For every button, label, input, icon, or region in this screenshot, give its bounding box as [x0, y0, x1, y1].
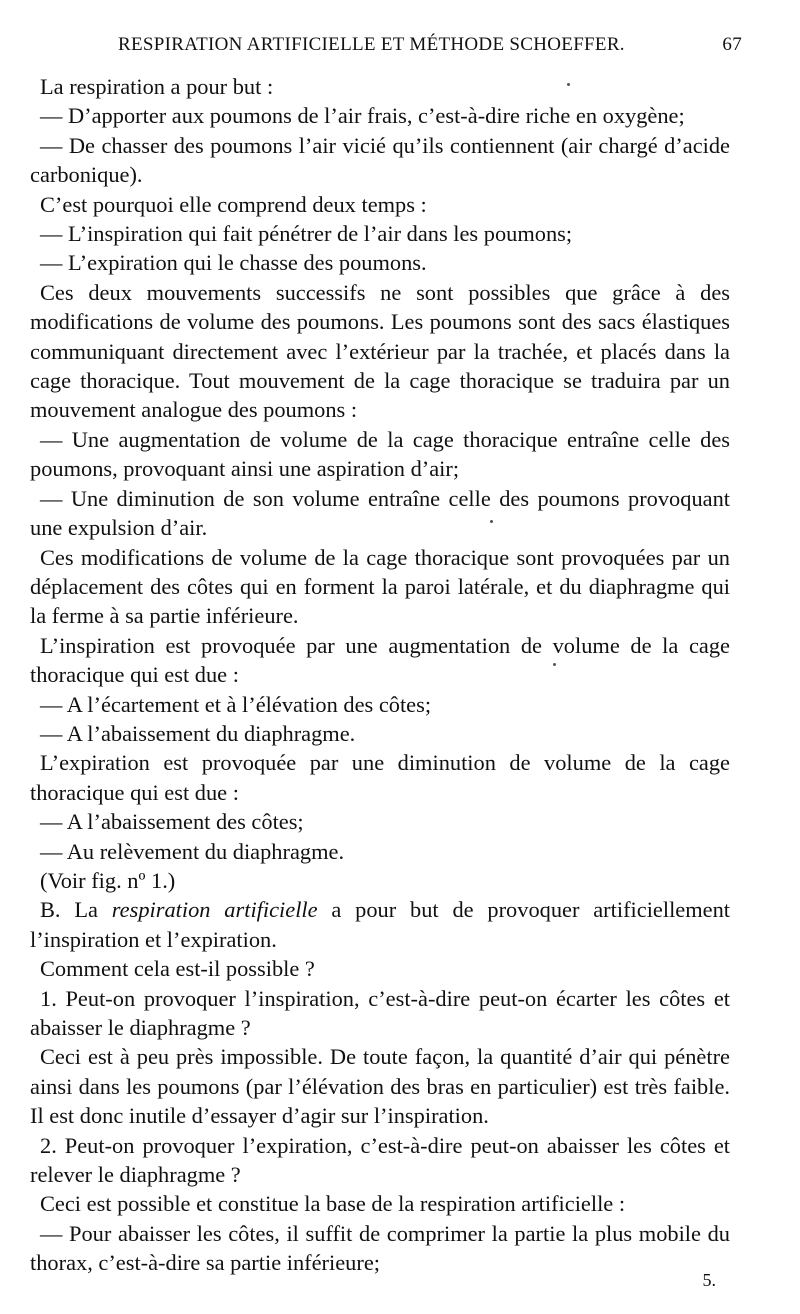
paragraph: — A l’abaissement du diaphragme. — [40, 720, 356, 746]
paragraph: — L’expiration qui le chasse des poumons. — [40, 250, 427, 276]
paragraph: Ceci est possible et constitue la base de la respiration artificielle : — [40, 1191, 626, 1217]
paragraph: — A l’abaissement des côtes; — [40, 809, 304, 835]
emphasized-term: respiration artificielle — [111, 897, 318, 923]
print-speck — [553, 663, 556, 666]
paragraph-text: B. La — [40, 897, 112, 923]
paragraph: — Une diminution de son volume entraîne celle des poumons provoquant une expulsion d’air. — [30, 485, 730, 541]
paragraph: L’inspiration est provoquée par une augmentation de volume de la cage thoracique qui est due : — [30, 632, 730, 688]
running-title: RESPIRATION ARTIFICIELLE ET MÉTHODE SCHOEFFER. — [118, 34, 625, 55]
paragraph: La respiration a pour but : — [40, 74, 274, 99]
paragraph: — D’apporter aux poumons de l’air frais, c’est-à-dire riche en oxygène; — [40, 103, 685, 129]
body-text — [30, 72, 730, 1278]
paragraph: — A l’écartement et à l’élévation des côtes; — [40, 691, 432, 717]
paragraph: — De chasser des poumons l’air vicié qu’ils contiennent (air chargé d’acide carbonique). — [30, 132, 730, 188]
paragraph: — Au relèvement du diaphragme. — [40, 838, 345, 864]
signature-mark: 5. — [702, 1270, 716, 1290]
paragraph: — Pour abaisser les côtes, il suffit de comprimer la partie la plus mobile du thorax, c’est-à-dire sa partie inférieure; — [30, 1220, 730, 1276]
paragraph: Ceci est à peu près impossible. De toute façon, la quantité d’air qui pénètre ainsi dans les poumons (par l’élévation des bras en particulier) est très faible. Il est donc inutile d’essayer d’agir sur l’inspiration. — [30, 1044, 730, 1129]
paragraph: (Voir fig. nº 1.) — [40, 867, 176, 893]
paragraph — [30, 895, 730, 954]
paragraph: Comment cela est-il possible ? — [40, 956, 315, 982]
print-speck — [490, 520, 493, 523]
print-speck — [567, 83, 570, 86]
paragraph-text: a pour but de provoquer artificiellement l’inspiration et l’expiration. — [30, 897, 731, 952]
paragraph: — Une augmentation de volume de la cage thoracique entraîne celle des poumons, provoquant ainsi une aspiration d’air; — [30, 426, 730, 482]
paragraph: 2. Peut-on provoquer l’expiration, c’est-à-dire peut-on abaisser les côtes et relever le diaphragme ? — [30, 1132, 730, 1188]
paragraph: L’expiration est provoquée par une diminution de volume de la cage thoracique qui est due : — [30, 750, 730, 805]
paragraph: 1. Peut-on provoquer l’inspiration, c’est-à-dire peut-on écarter les côtes et abaisser le diaphragme ? — [30, 985, 730, 1040]
paragraph: C’est pourquoi elle comprend deux temps : — [40, 191, 427, 217]
paragraph: — L’inspiration qui fait pénétrer de l’air dans les poumons; — [40, 221, 573, 247]
running-header — [118, 34, 742, 58]
paragraph: Ces deux mouvements successifs ne sont possibles que grâce à des modifications de volume des poumons. Les poumons sont des sacs élastiques communiquant directement avec l’extérieur par la trachée, et placés dans la cage thoracique. Tout mouvement de la cage thoracique se traduira par un mouvement analogue des poumons : — [30, 279, 730, 423]
page-number: 67 — [722, 34, 742, 55]
paragraph: Ces modifications de volume de la cage thoracique sont provoquées par un déplacement des côtes qui en forment la paroi latérale, et du diaphragme qui la ferme à sa partie inférieure. — [30, 544, 730, 629]
